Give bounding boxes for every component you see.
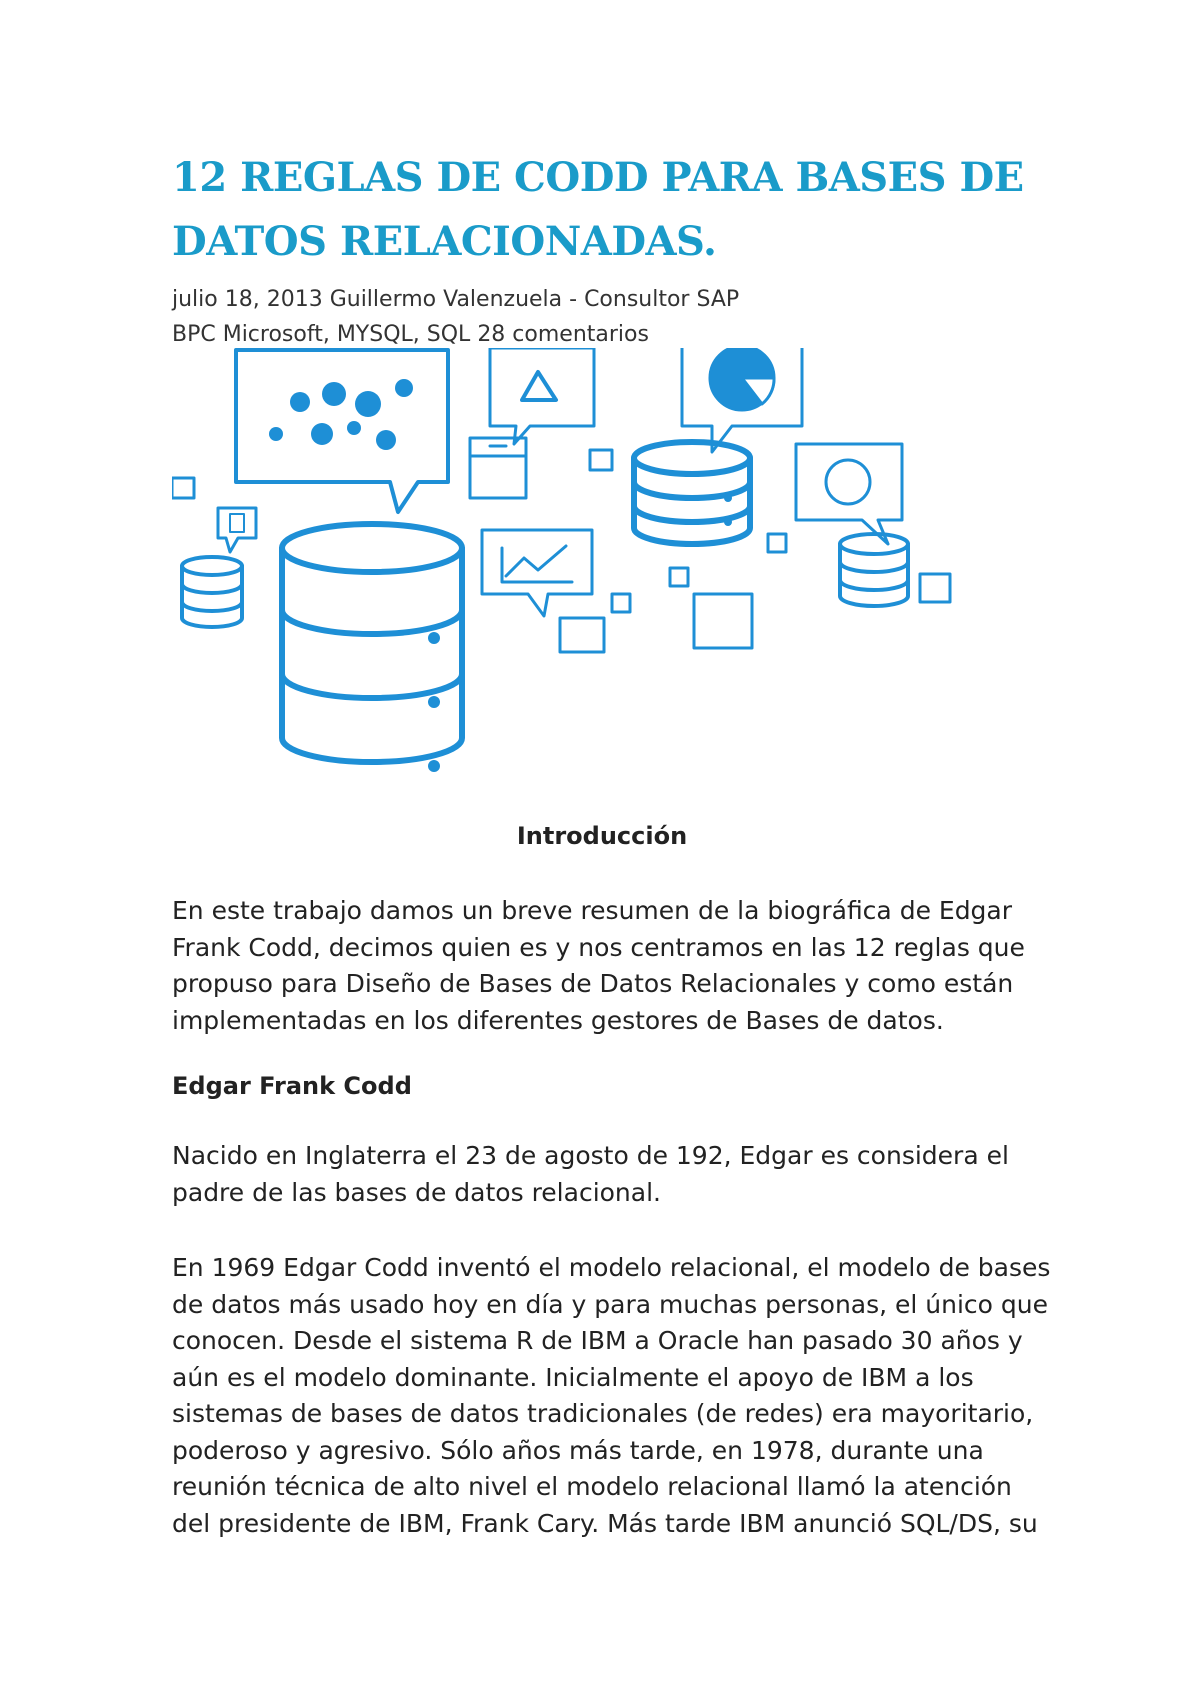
post-comments-count: 28 comentarios — [477, 322, 649, 347]
post-meta — [172, 282, 872, 352]
small-box-icon — [172, 478, 194, 498]
gears-bubble-icon — [236, 350, 448, 512]
line-chart-bubble-icon — [482, 530, 592, 616]
small-box-icon — [768, 534, 786, 552]
para-line: del presidente de IBM, Frank Cary. Más tarde IBM anunció SQL/DS, su — [172, 1508, 1038, 1538]
history-paragraph — [172, 1250, 1052, 1542]
intro-line: implementadas en los diferentes gestores de Bases de datos. — [172, 1005, 944, 1035]
codd-section-heading: Edgar Frank Codd — [172, 1072, 412, 1100]
para-line: En 1969 Edgar Codd inventó el modelo relacional, el modelo de bases — [172, 1253, 1051, 1282]
intro-line: En este trabajo damos un breve resumen de la biográfica de Edgar — [172, 896, 1013, 925]
article-title — [172, 146, 1072, 274]
database-illustration — [172, 348, 1036, 780]
small-box-icon — [670, 568, 688, 586]
para-line: reunión técnica de alto nivel el modelo relacional llamó la atención — [172, 1472, 1012, 1501]
intro-paragraph — [172, 893, 1052, 1039]
file-box-icon — [694, 594, 752, 648]
file-box-icon — [470, 438, 526, 498]
small-database-icon — [182, 557, 242, 627]
para-line: Nacido en Inglaterra el 23 de agosto de 192, Edgar es considera el — [172, 1141, 1009, 1170]
post-date: julio 18, 2013 — [172, 287, 323, 312]
network-bubble-icon — [796, 444, 902, 544]
post-author: Guillermo Valenzuela - Consultor SAP — [329, 287, 740, 312]
file-box-icon — [920, 574, 950, 602]
small-box-icon — [612, 594, 630, 612]
recycle-bubble-icon — [490, 348, 594, 444]
para-line: aún es el modelo dominante. Inicialmente el apoyo de IBM a los — [172, 1362, 974, 1392]
document-bubble-icon — [218, 508, 256, 552]
para-line: sistemas de bases de datos tradicionales (de redes) era mayoritario, — [172, 1399, 1034, 1428]
intro-heading: Introducción — [516, 822, 688, 850]
intro-line: Frank Codd, decimos quien es y nos centramos en las 12 reglas que — [172, 932, 1025, 962]
file-box-icon — [560, 618, 604, 652]
title-line-1: 12 REGLAS DE CODD PARA BASES DE — [172, 154, 1024, 201]
post-categories: BPC Microsoft, MYSQL, SQL — [172, 322, 471, 347]
intro-line: propuso para Diseño de Bases de Datos Relacionales y como están — [172, 969, 1014, 998]
para-line: padre de las bases de datos relacional. — [172, 1177, 661, 1207]
para-line: de datos más usado hoy en día y para muchas personas, el único que — [172, 1289, 1049, 1319]
title-line-2: DATOS RELACIONADAS. — [172, 218, 717, 265]
para-line: conocen. Desde el sistema R de IBM a Oracle han pasado 30 años y — [172, 1326, 1023, 1355]
pie-chart-bubble-icon — [682, 348, 802, 452]
medium-database-icon — [634, 442, 750, 544]
small-box-icon — [590, 450, 612, 470]
birth-paragraph — [172, 1138, 1052, 1211]
small-database-icon — [840, 534, 908, 606]
para-line: poderoso y agresivo. Sólo años más tarde, en 1978, durante una — [172, 1435, 984, 1465]
